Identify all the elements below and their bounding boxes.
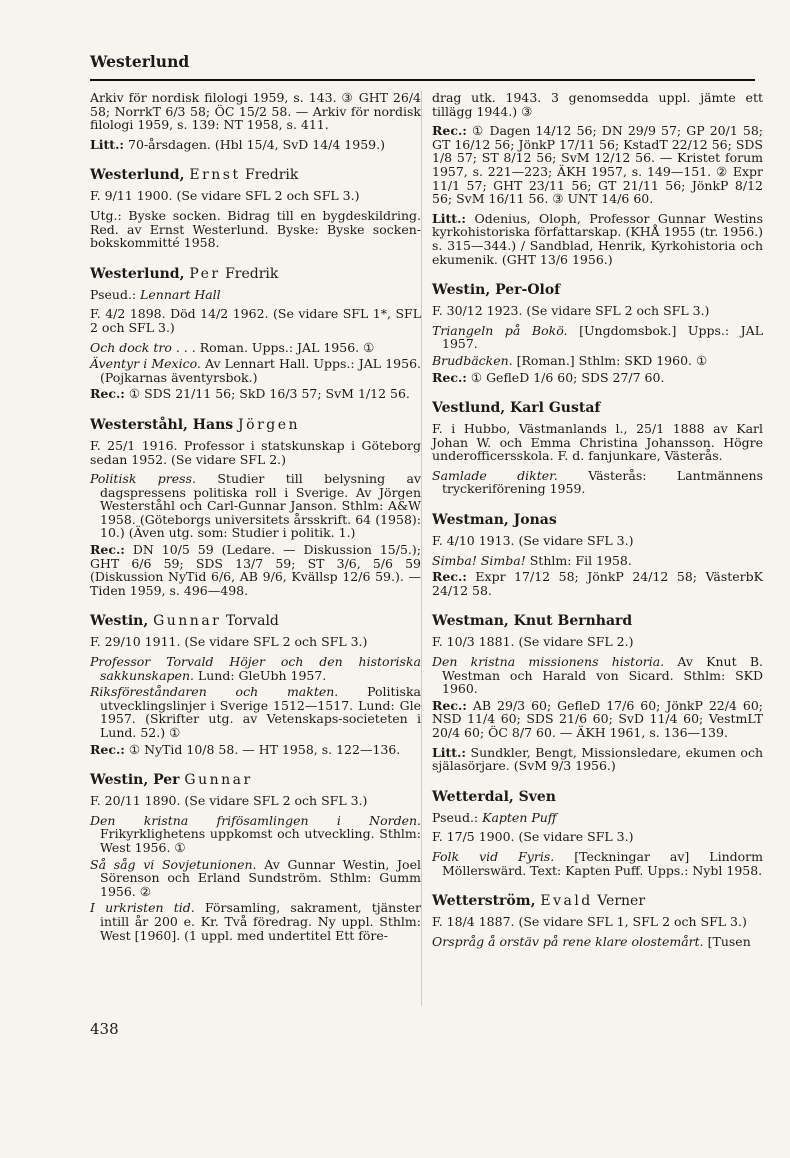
paragraph: drag utk. 1943. 3 genomsedda uppl. jämte ett tillägg 1944.) ③ [432,90,763,119]
work-details: [Teckningar av] Lindorm Möllerswärd. Text: Kapten Puff. Upps.: Nybl 1958. [442,848,763,878]
work-item [432,354,763,368]
pseudonym-value: Lennart Hall [140,286,221,302]
entry-heading [90,266,421,282]
work-item [432,554,763,568]
paragraph: F. 4/2 1898. Död 14/2 1962. (Se vidare SFL 1*, SFL 2 och SFL 3.) [90,306,421,335]
reviews [432,699,763,740]
entry [432,91,763,266]
heading-name: Wetterström, [432,893,541,910]
reviews [90,743,421,757]
paragraph: Utg.: Byske socken. Bidrag till en bygdeskildring. Red. av Ernst Westerlund. Byske: Byske socken-bokskommitté 1958. [90,207,421,251]
work-item [432,935,763,949]
work-details: [Tusen [703,933,751,949]
entry [90,772,421,942]
entry [90,167,421,249]
rec-text: AB 29/3 60; GefleD 17/6 60; JönkP 22/4 60; NSD 11/4 60; SDS 21/6 60; SvD 11/4 60; VestmLT 20/4 60; ÖC 8/7 60. — ÄKH 1961, s. 136—139. [432,697,763,740]
work-details: Av Knut B. Westman och Harald von Sicard. Sthlm: SKD 1960. [442,654,763,697]
work-title: Äventyr i Mexico. [90,356,201,372]
heading-name: Wetterdal, Sven [432,788,556,805]
work-title: Brudbäcken. [432,352,513,368]
paragraph: Arkiv för nordisk filologi 1959, s. 143. ③ GHT 26/4 58; NorrkT 6/3 58; ÖC 15/2 58. — Arkiv för nordisk filologi 1959, s. 139: NT 1958, s. 411. [90,90,421,133]
litt-label: Litt.: [432,744,467,760]
heading-name: Westin, [90,613,154,630]
heading-name: Westman, Jonas [432,512,557,529]
heading-name-rest: Torvald [221,613,279,630]
litt-label: Litt.: [90,136,125,152]
rec-label: Rec.: [432,697,467,713]
work-details: Av Lennart Hall. Upps.: JAL 1956. (Pojkarnas äventyrsbok.) [100,356,421,385]
work-details: Sthlm: Fil 1958. [525,552,632,568]
header-rule [90,79,755,81]
paragraph: F. 9/11 1900. (Se vidare SFL 2 och SFL 3.) [90,188,360,204]
literature [432,746,763,773]
entry [432,893,763,948]
work-item [432,850,763,877]
entry-heading [90,417,421,433]
work-details: Församling, sakrament, tjänster intill år 200 e. Kr. Två föredrag. Ny uppl. Sthlm: West [1960]. (1 uppl. med undertitel Ett före- [100,900,421,943]
litt-label: Litt.: [432,210,467,226]
heading-name-rest: Verner [592,893,646,910]
litt-text: Odenius, Oloph, Professor Gunnar Westins kyrkohistoriska författarskap. (KHÅ 1955 (tr. 1956.) s. 315—344.) / Sandblad, Henrik, Kyrkohistoria och ekumenik. (GHT 13/6 1956.) [432,210,763,267]
work-item [90,814,421,855]
entry [432,789,763,877]
heading-name: Westman, Knut Bernhard [432,613,633,630]
pseudonym-value: Kapten Puff [482,809,557,825]
work-title: Samlade dikter. [432,467,558,483]
entry-heading [432,893,763,909]
rec-text: ① NyTid 10/8 58. — HT 1958, s. 122—136. [124,741,401,757]
work-title: Och dock tro . . . [90,339,196,355]
entry-heading [90,167,421,183]
heading-spaced-name: Per [189,265,221,282]
work-title: Politisk press. [90,471,196,487]
entry [90,91,421,151]
reviews [90,387,421,401]
rec-label: Rec.: [90,741,125,757]
litt-text: 70-årsdagen. (Hbl 15/4, SvD 14/4 1959.) [124,136,385,152]
heading-spaced-name: Ernst [189,167,241,184]
entry [432,400,763,496]
work-item [432,469,763,496]
rec-label: Rec.: [432,369,467,385]
pseudonym-label: Pseud.: [432,809,483,825]
right-column [432,91,763,958]
heading-spaced-name: Evald [540,893,593,910]
work-item [432,655,763,696]
rec-text: DN 10/5 59 (Ledare. — Diskussion 15/5.); GHT 6/6 59; SDS 13/7 59; ST 3/6, 5/6 59 (Diskussion NyTid 6/6, AB 9/6, Kvällsp 12/6 59.). — Tiden 1959, s. 496—498. [90,542,421,598]
literature [90,138,421,152]
work-title: Den kristna missionens historia. [432,654,665,670]
work-details: Studier till belysning av dagspressens politiska roll i Sverige. Av Jörgen Westerståhl och Carl-Gunnar Janson. Sthlm: A&W 1958. (Göteborgs universitets årsskrift. 64 (1958): 10.) (Även utg. som: Studier i politik. 1.) [100,471,421,541]
reviews [432,124,763,206]
reviews [432,371,763,385]
work-item [90,655,421,682]
heading-name: Westerlund, [90,265,190,282]
work-title: Riksföreståndaren och makten. [90,684,339,700]
work-details: Frikyrklighetens uppkomst och utveckling. Sthlm: West 1956. ① [100,826,421,855]
heading-name: Westerståhl, Hans [90,416,239,433]
litt-text: Sundkler, Bengt, Missionsledare, ekumen och själasörjare. (SvM 9/3 1956.) [432,744,763,774]
paragraph: F. 25/1 1916. Professor i statskunskap i Göteborg sedan 1952. (Se vidare SFL 2.) [90,437,421,467]
work-item [90,472,421,540]
work-item [432,324,763,351]
paragraph: F. 4/10 1913. (Se vidare SFL 3.) [432,533,634,549]
work-details: Av Gunnar Westin, Joel Sörenson och Erland Sundström. Sthlm: Gumm 1956. ② [100,856,421,899]
work-details: Lund: GleUbh 1957. [193,667,327,683]
paragraph: F. 29/10 1911. (Se vidare SFL 2 och SFL 3.) [90,634,368,650]
work-title: Triangeln på Bokö. [432,322,568,338]
work-details: [Ungdomsbok.] Upps.: JAL 1957. [442,322,764,352]
entry-heading [432,282,763,298]
work-title: Professor Torvald Höjer och den historiska sakkunskapen. [90,654,421,683]
work-title: Simba! Simba! [432,552,526,568]
entry-heading [432,613,763,629]
work-details: Politiska utvecklingslinjer i Sverige 1512—1517. Lund: Gle 1957. (Skrifter utg. av Vetenskaps-societeten i Lund. 52.) ① [100,684,421,740]
rec-label: Rec.: [90,386,125,402]
work-title: Den kristna frifösamlingen i Norden. [90,812,421,828]
column-divider [421,91,422,1006]
literature [432,212,763,266]
rec-text: ① GefleD 1/6 60; SDS 27/7 60. [466,369,665,385]
heading-name: Westin, Per-Olof [432,282,561,299]
rec-label: Rec.: [90,542,125,558]
page-number: 438 [90,1020,119,1038]
paragraph: F. i Hubbo, Västmanlands l., 25/1 1888 av Karl Johan W. och Emma Christina Johansson. Högre underofficersskola. F. d. fanjunkare, Västerås. [432,421,763,464]
heading-name: Vestlund, Karl Gustaf [432,400,601,417]
work-item [90,685,421,739]
entry-heading [432,789,763,805]
entry [90,417,421,598]
entry [432,613,763,772]
rec-text: ① SDS 21/11 56; SkD 16/3 57; SvM 1/12 56. [124,386,410,402]
entry-heading [90,613,421,629]
paragraph: F. 10/3 1881. (Se vidare SFL 2.) [432,634,634,650]
left-column [90,91,421,952]
rec-label: Rec.: [432,569,467,585]
pseudonym-line [90,288,421,302]
entry [432,512,763,597]
rec-text: Expr 17/12 58; JönkP 24/12 58; VästerbK 24/12 58. [432,569,763,598]
paragraph: F. 20/11 1890. (Se vidare SFL 2 och SFL 3.) [90,793,368,809]
pseudonym-label: Pseud.: [90,286,141,302]
heading-name: Westerlund, [90,167,190,184]
entry-heading [90,772,421,788]
heading-spaced-name: Jörgen [238,416,301,433]
work-item [90,901,421,942]
work-title: Så såg vi Sovjetunionen. [90,856,257,872]
work-item [90,341,421,355]
reviews [90,543,421,597]
running-header: Westerlund [90,52,190,71]
entry [90,613,421,756]
entry-heading [432,400,763,416]
heading-spaced-name: Gunnar [153,613,222,630]
reviews [432,570,763,597]
paragraph: F. 18/4 1887. (Se vidare SFL 1, SFL 2 och SFL 3.) [432,914,747,930]
work-details: Roman. Upps.: JAL 1956. ① [195,339,375,355]
entry [432,282,763,384]
rec-label: Rec.: [432,123,467,139]
heading-name: Westin, Per [90,772,185,789]
work-item [90,858,421,899]
paragraph: F. 30/12 1923. (Se vidare SFL 2 och SFL 3.) [432,303,710,319]
pseudonym-line [432,811,763,825]
paragraph: F. 17/5 1900. (Se vidare SFL 3.) [432,829,634,845]
work-title: Orspråg å orstäv på rene klare olostemårt. [432,933,704,949]
work-details: [Roman.] Sthlm: SKD 1960. ① [512,352,708,368]
heading-name-rest: Fredrik [220,265,279,282]
heading-name-rest: Fredrik [240,167,299,184]
work-item [90,357,421,384]
work-details: Västerås: Lantmännens tryckeriförening 1959. [442,467,764,497]
work-title: Folk vid Fyris. [432,848,555,864]
work-title: I urkristen tid. [90,900,195,916]
heading-spaced-name: Gunnar [184,772,253,789]
rec-text: ① Dagen 14/12 56; DN 29/9 57; GP 20/1 58; GT 16/12 56; JönkP 17/11 56; KstadT 22/12 56; SDS 1/8 57; ST 8/12 56; SvM 12/12 56. — Kristet forum 1957, s. 221—223; ÄKH 1957, s. 149—151. ② Expr 11/1 57; GHT 23/11 56; GT 21/11 56; JönkP 8/12 56; SvM 16/11 56. ③ UNT 14/6 60. [432,123,763,207]
entry-heading [432,512,763,528]
entry [90,266,421,401]
